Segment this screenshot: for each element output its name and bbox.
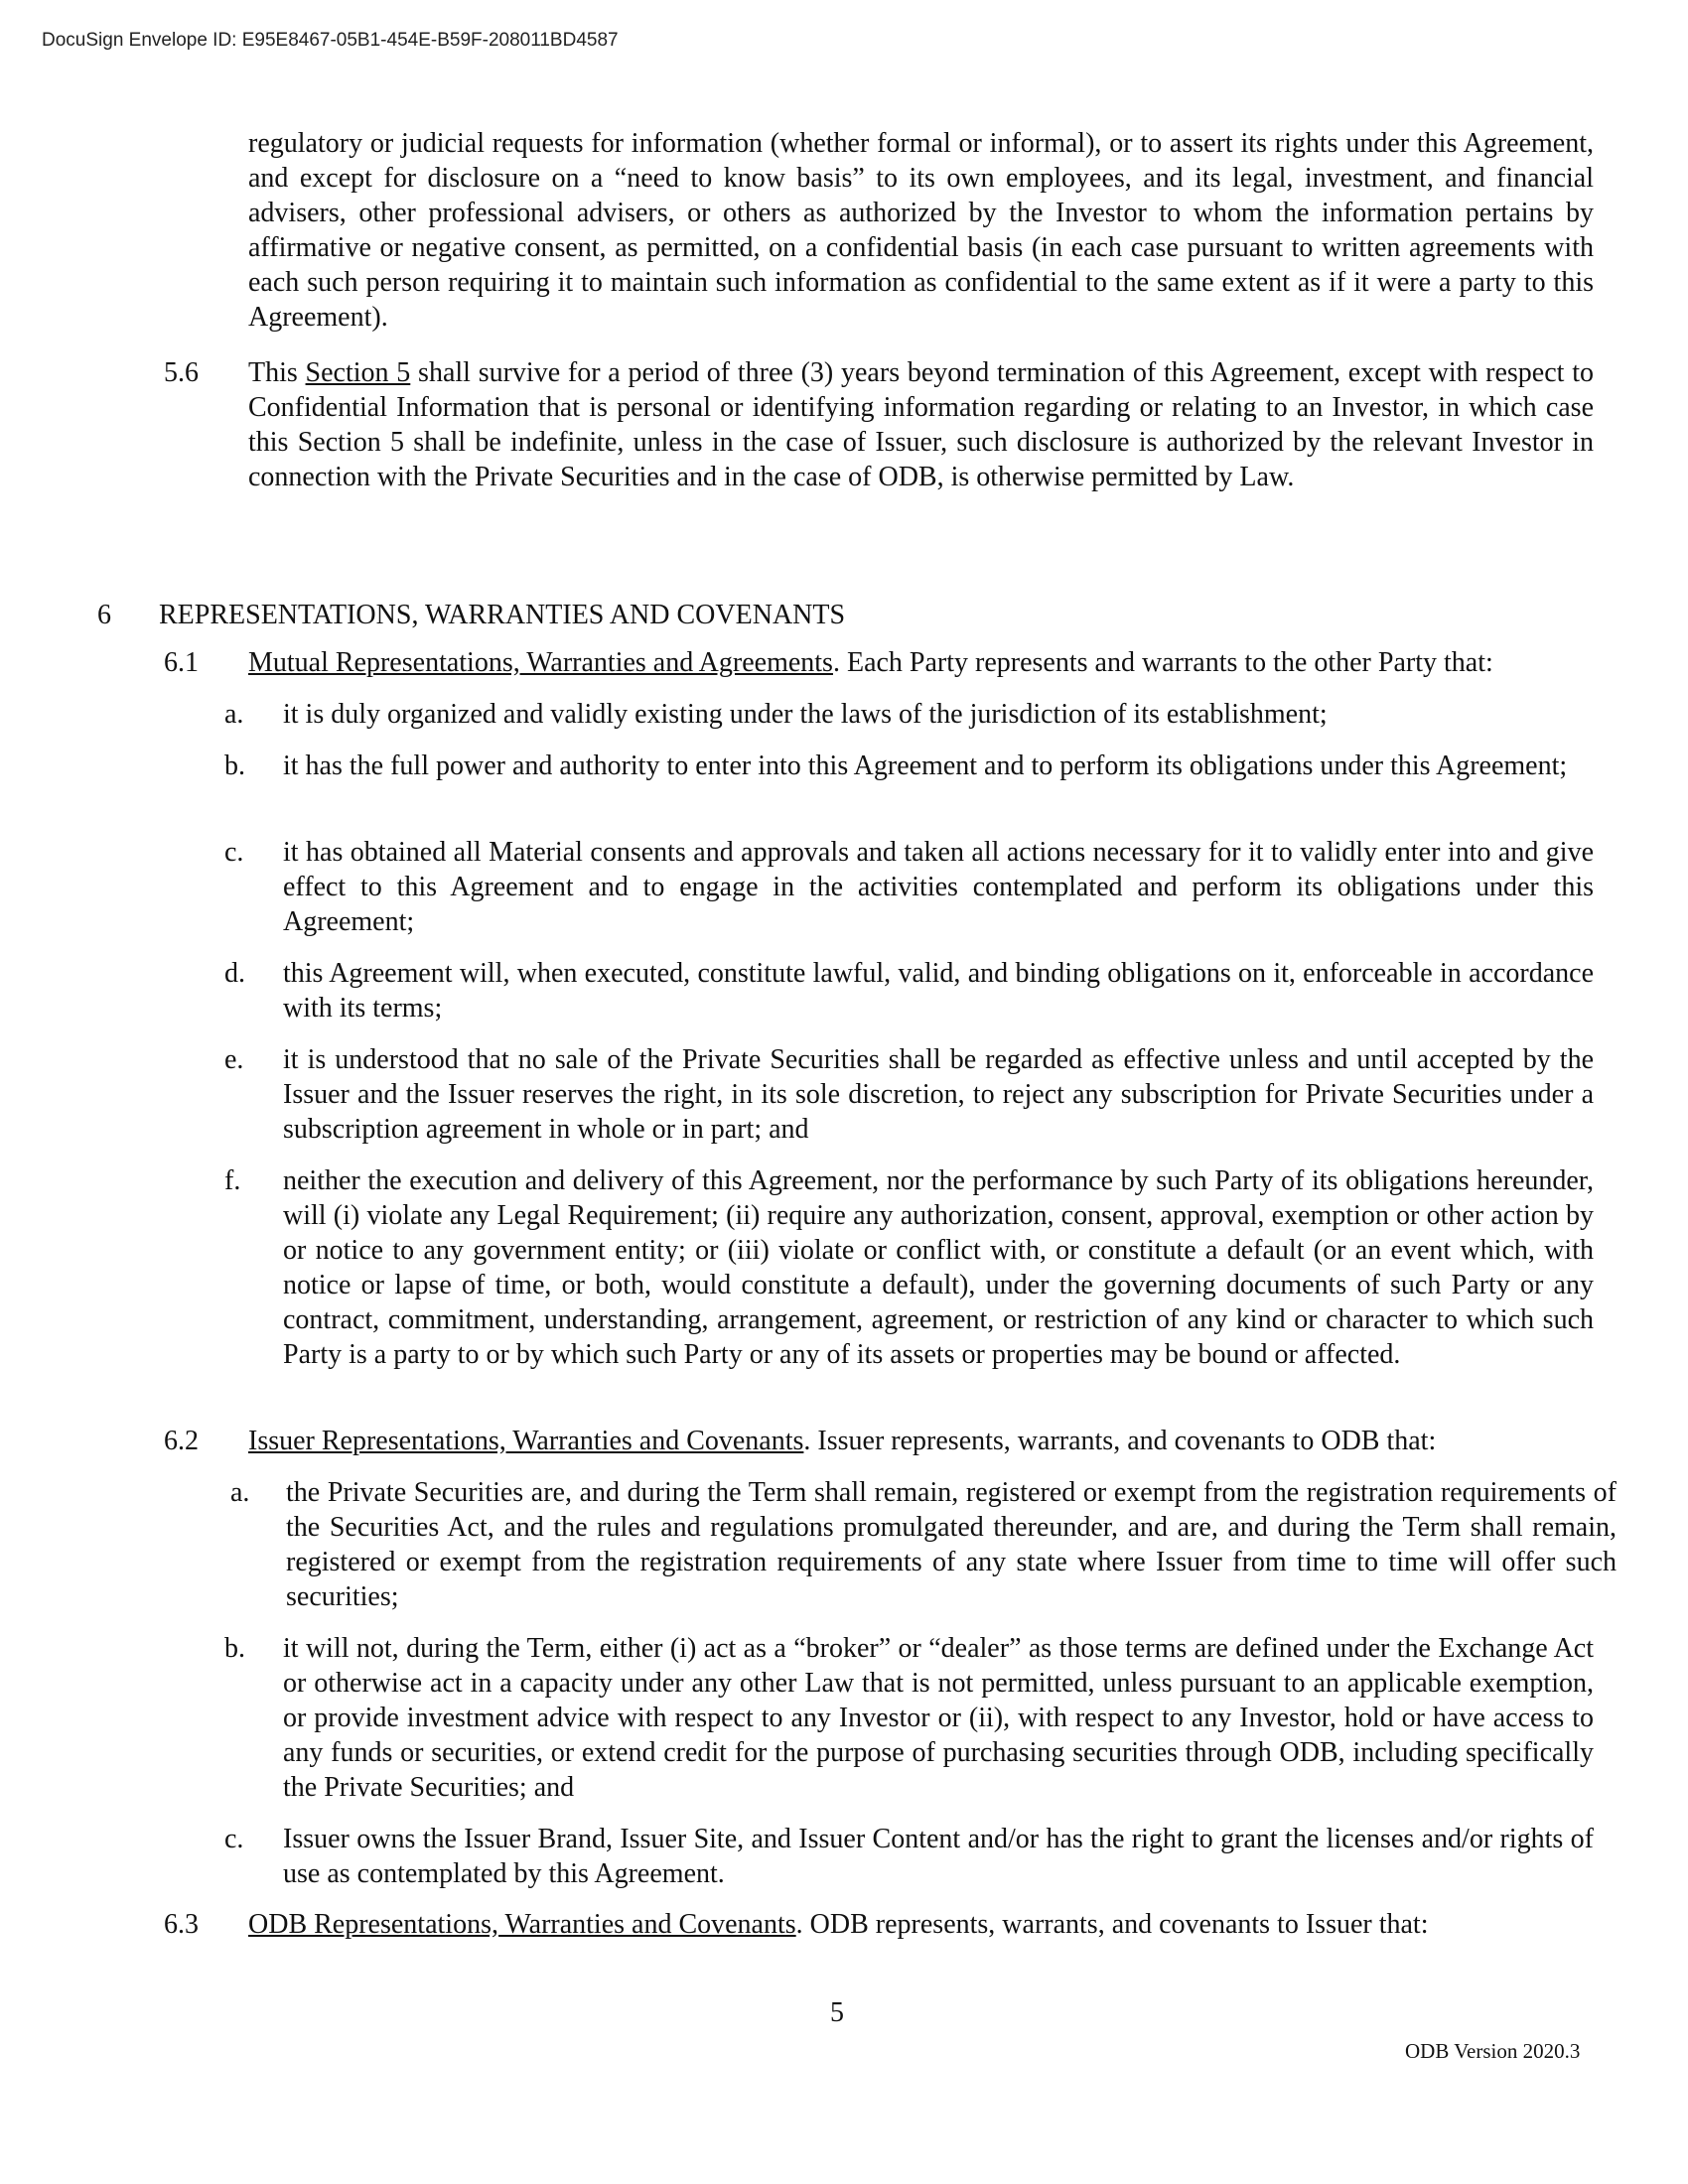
list-item-label: f.: [224, 1165, 241, 1196]
clause-6-3-heading: [248, 1907, 1609, 1942]
document-version: ODB Version 2020.3: [1405, 2039, 1581, 2063]
clause-6-2-title: Issuer Representations, Warranties and Covenants: [248, 1426, 804, 1456]
clause-6-1-intro: . Each Party represents and warrants to the other Party that:: [832, 647, 1493, 678]
list-item-label: c.: [224, 837, 244, 868]
list-item-label: c.: [224, 1824, 244, 1854]
list-item-text: it will not, during the Term, either (i) act as a “broker” or “dealer” as those terms are defined under the Exchange Act or otherwise act in a capacity under any other Law that is not permitted, unless pursuant to an applicable exemption, or provide investment advice with respect to any Investor or (ii), with respect to any Investor, hold or have access to any funds or securities, or extend credit for the purpose of purchasing securities through ODB, including specifically the Private Securities; and: [283, 1633, 1594, 1803]
list-item-text: neither the execution and delivery of this Agreement, nor the performance by such Party of its obligations hereunder, will (i) violate any Legal Requirement; (ii) require any authorization, consent, approval, exemption or other action by or notice to any government entity; or (iii) violate or conflict with, or constitute a default (or an event which, with notice or lapse of time, or both, would constitute a default), under the governing documents of such Party or any contract, commitment, understanding, arrangement, agreement, or restriction of any kind or character to which such Party is a party to or by which such Party or any of its assets or properties may be bound or affected.: [283, 1165, 1594, 1370]
clause-6-3-number: 6.3: [164, 1909, 199, 1940]
list-item-text: this Agreement will, when executed, constitute lawful, valid, and binding obligations on it, enforceable in accordance with its terms;: [283, 958, 1594, 1024]
list-item-label: a.: [224, 699, 244, 730]
clause-6-3-intro: . ODB represents, warrants, and covenants to Issuer that:: [795, 1909, 1429, 1940]
clause-6-1-heading: [248, 645, 1609, 680]
clause-5-6-lead: This: [248, 357, 306, 388]
page-number: 5: [830, 1997, 844, 2028]
list-item-label: d.: [224, 958, 245, 989]
section-6-title: REPRESENTATIONS, WARRANTIES AND COVENANTS: [159, 600, 846, 630]
docusign-envelope-id: DocuSign Envelope ID: E95E8467-05B1-454E-B59F-208011BD4587: [42, 30, 619, 51]
list-item-text: it has obtained all Material consents and approvals and taken all actions necessary for it to validly enter into and give effect to this Agreement and to engage in the activities contemplated and perform its obligations under this Agreement;: [283, 837, 1594, 937]
clause-6-1-number: 6.1: [164, 647, 199, 678]
list-item-text: Issuer owns the Issuer Brand, Issuer Site, and Issuer Content and/or has the right to grant the licenses and/or rights of use as contemplated by this Agreement.: [283, 1824, 1594, 1889]
list-item-text: it is understood that no sale of the Private Securities shall be regarded as effective unless and until accepted by the Issuer and the Issuer reserves the right, in its sole discretion, to reject any subscription for Private Securities under a subscription agreement in whole or in part; and: [283, 1044, 1594, 1145]
clause-5-5-continuation: regulatory or judicial requests for information (whether formal or informal), or to assert its rights under this Agreement, and except for disclosure on a “need to know basis” to its own employees, and its legal, investment, and financial advisers, other professional advisers, or others as authorized by the Investor to whom the information pertains by affirmative or negative consent, as permitted, on a confidential basis (in each case pursuant to written agreements with each such person requiring it to maintain such information as confidential to the same extent as if it were a party to this Agreement).: [248, 128, 1594, 333]
clause-6-2-intro: . Issuer represents, warrants, and covenants to ODB that:: [803, 1426, 1437, 1456]
clause-5-6-body: shall survive for a period of three (3) years beyond termination of this Agreement, except with respect to Confidential Information that is personal or identifying information regarding or relating to an Investor, in which case this Section 5 shall be indefinite, unless in the case of Issuer, such disclosure is authorized by the relevant Investor in connection with the Private Securities and in the case of ODB, is otherwise permitted by Law.: [248, 357, 1594, 492]
clause-6-3-title: ODB Representations, Warranties and Covenants: [248, 1909, 796, 1940]
section-5-reference: Section 5: [305, 357, 411, 388]
clause-6-2-number: 6.2: [164, 1426, 199, 1456]
list-item-text: it has the full power and authority to enter into this Agreement and to perform its obligations under this Agreement;: [283, 751, 1568, 781]
list-item-text: it is duly organized and validly existing under the laws of the jurisdiction of its establishment;: [283, 699, 1328, 730]
list-item-label: b.: [224, 751, 245, 781]
clause-6-2-heading: [248, 1424, 1609, 1458]
list-item-label: e.: [224, 1044, 244, 1075]
list-item-label: a.: [230, 1477, 250, 1508]
clause-6-1-title: Mutual Representations, Warranties and Agreements: [248, 647, 833, 678]
clause-5-6-number: 5.6: [164, 357, 199, 388]
list-item-label: b.: [224, 1633, 245, 1664]
list-item-text: the Private Securities are, and during the Term shall remain, registered or exempt from the registration requirements of the Securities Act, and the rules and regulations promulgated thereunder, and are, and during the Term shall remain, registered or exempt from the registration requirements of any state where Issuer from time to time will offer such securities;: [286, 1477, 1617, 1612]
clause-5-6: [248, 355, 1594, 494]
section-6-number: 6: [97, 600, 111, 630]
